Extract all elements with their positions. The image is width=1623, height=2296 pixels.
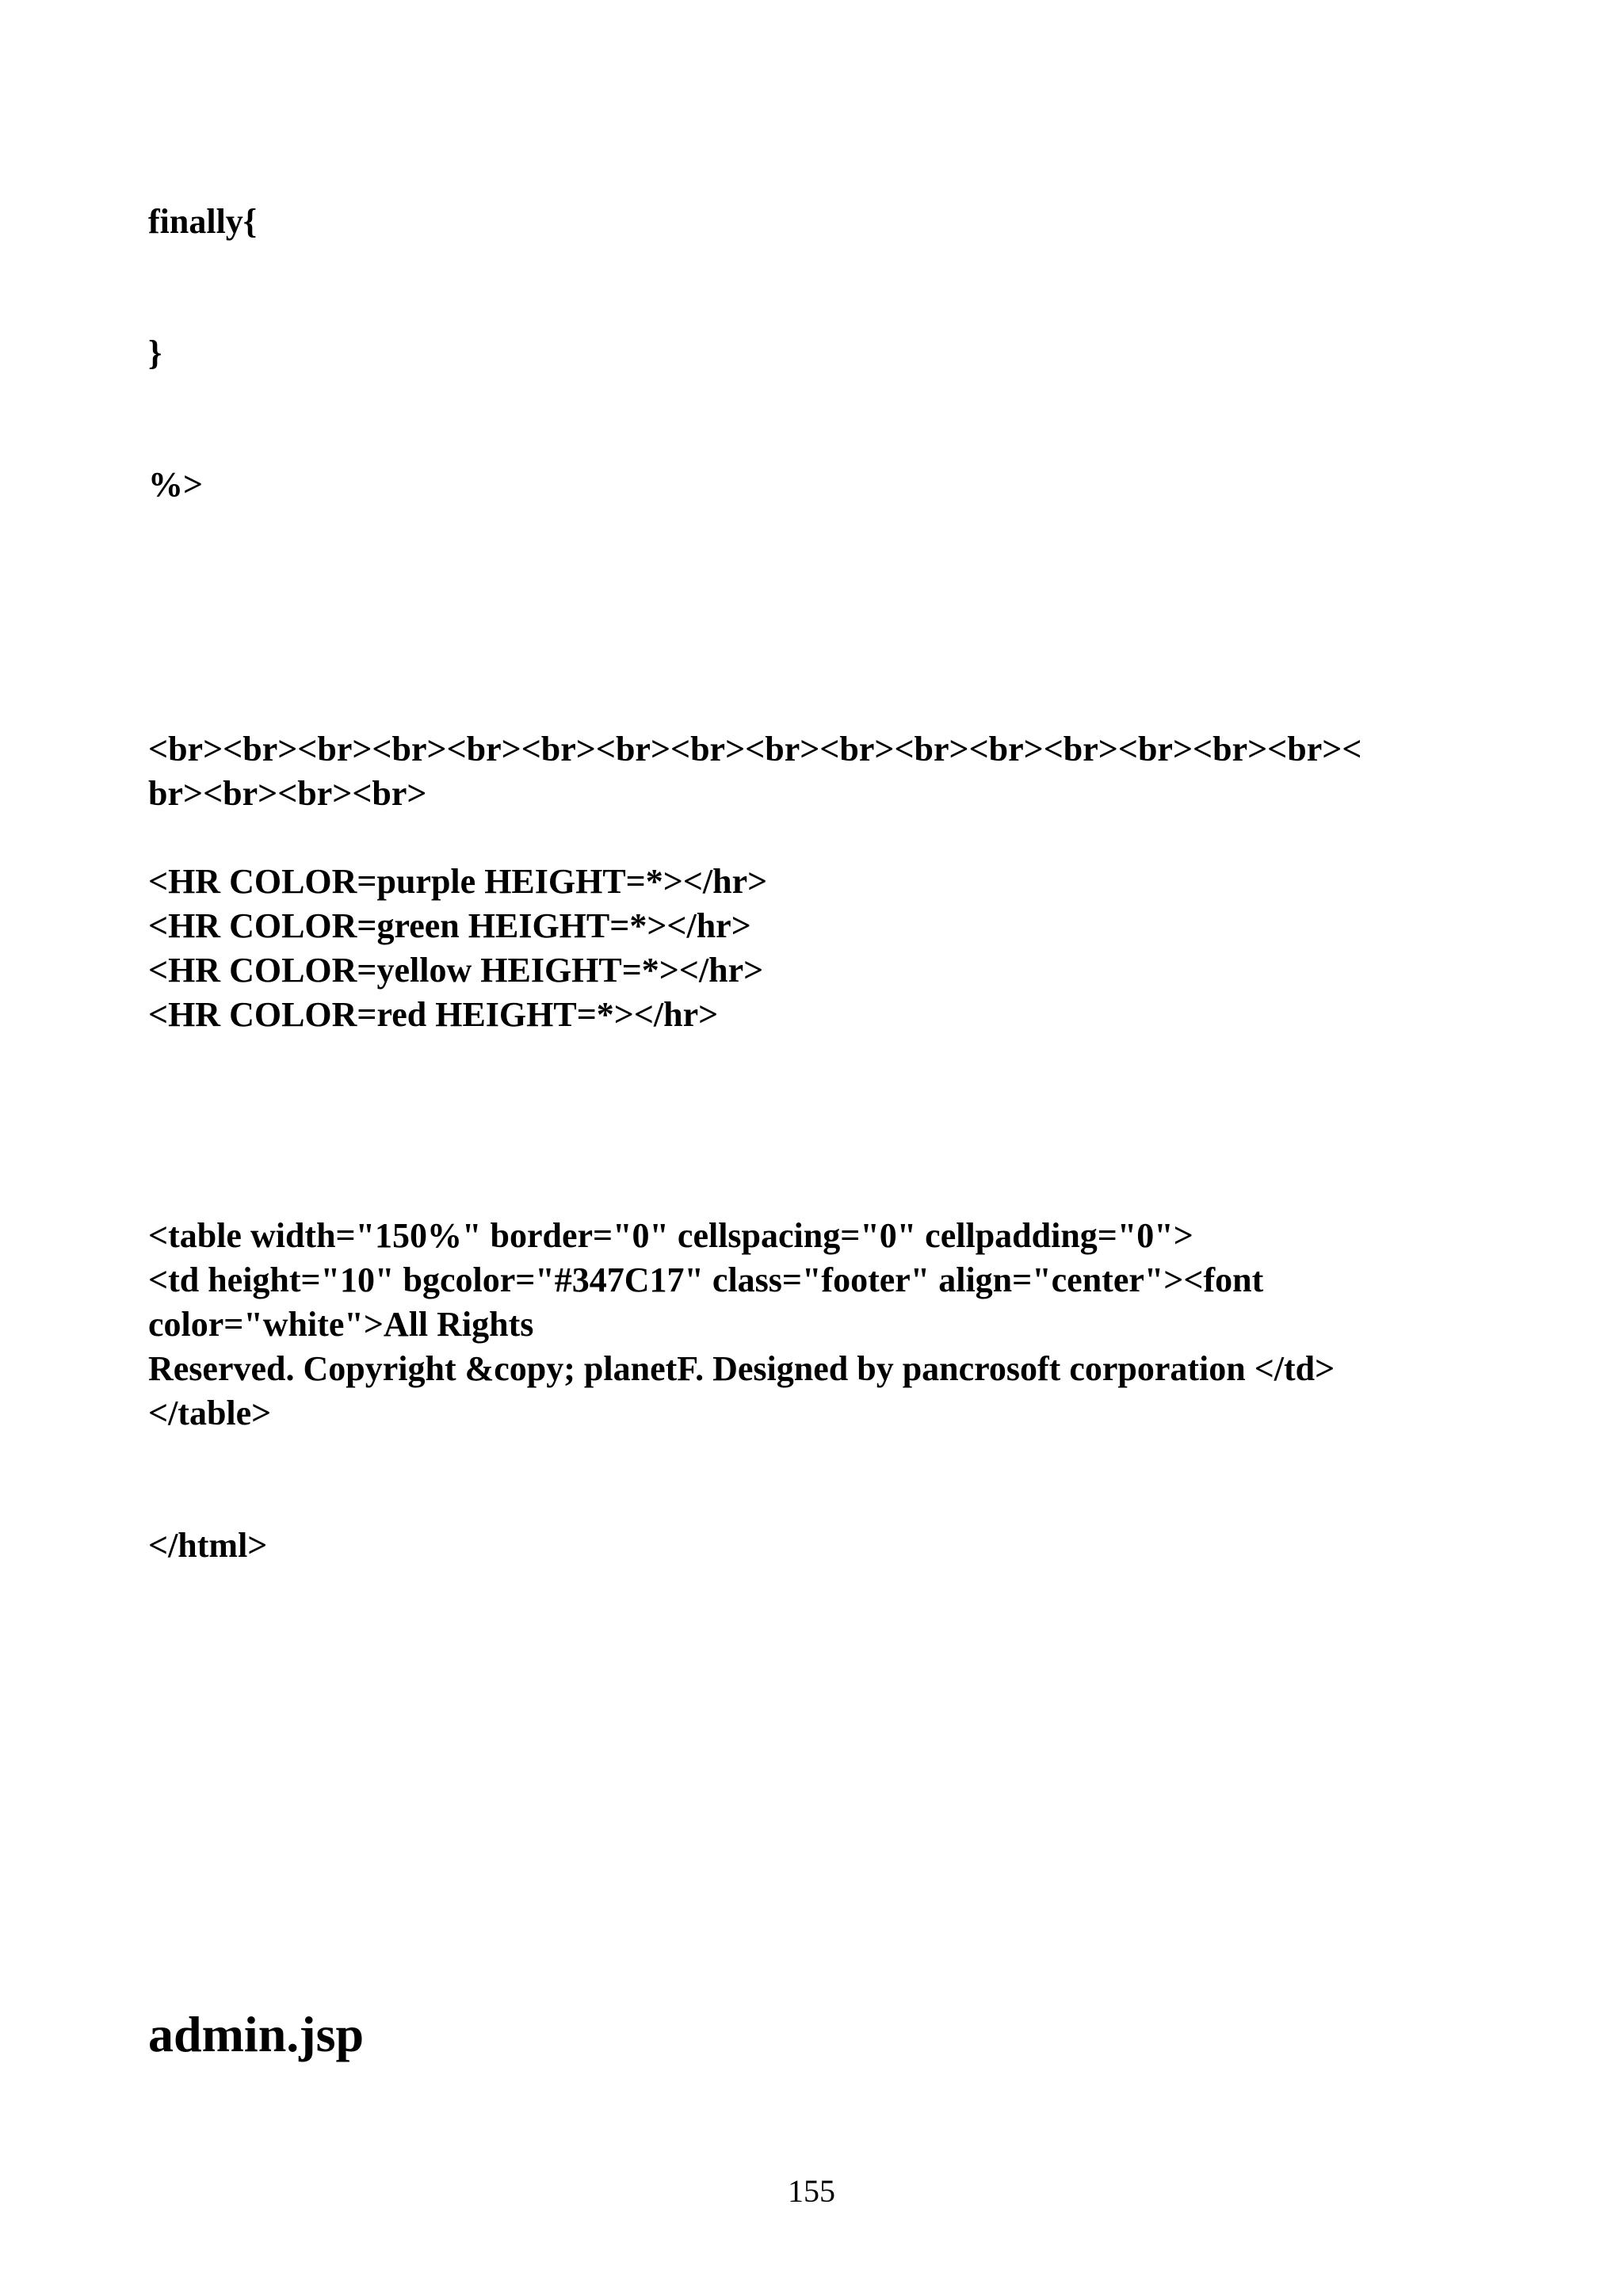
page-number: 155 xyxy=(788,2173,835,2209)
code-line: } xyxy=(148,334,162,372)
code-line: color="white">All Rights xyxy=(148,1305,534,1344)
code-line: Reserved. Copyright &copy; planetF. Designed by pancrosoft corporation </td> xyxy=(148,1349,1335,1388)
code-line: <HR COLOR=red HEIGHT=*></hr> xyxy=(148,995,719,1034)
code-line: br><br><br><br> xyxy=(148,774,427,813)
code-line: <td height="10" bgcolor="#347C17" class="footer" align="center"><font xyxy=(148,1261,1264,1299)
code-line: <HR COLOR=purple HEIGHT=*></hr> xyxy=(148,862,768,901)
code-line: <HR COLOR=green HEIGHT=*></hr> xyxy=(148,906,751,945)
code-line: %> xyxy=(148,465,204,504)
code-line: finally{ xyxy=(148,202,258,241)
code-line: </table> xyxy=(148,1394,272,1432)
section-heading: admin.jsp xyxy=(148,2006,365,2062)
code-line: <HR COLOR=yellow HEIGHT=*></hr> xyxy=(148,951,764,990)
code-line: </html> xyxy=(148,1526,268,1565)
code-line: <br><br><br><br><br><br><br><br><br><br><br><br><br><br><br><br>< xyxy=(148,730,1362,769)
code-line: <table width="150%" border="0" cellspacing="0" cellpadding="0"> xyxy=(148,1216,1193,1255)
